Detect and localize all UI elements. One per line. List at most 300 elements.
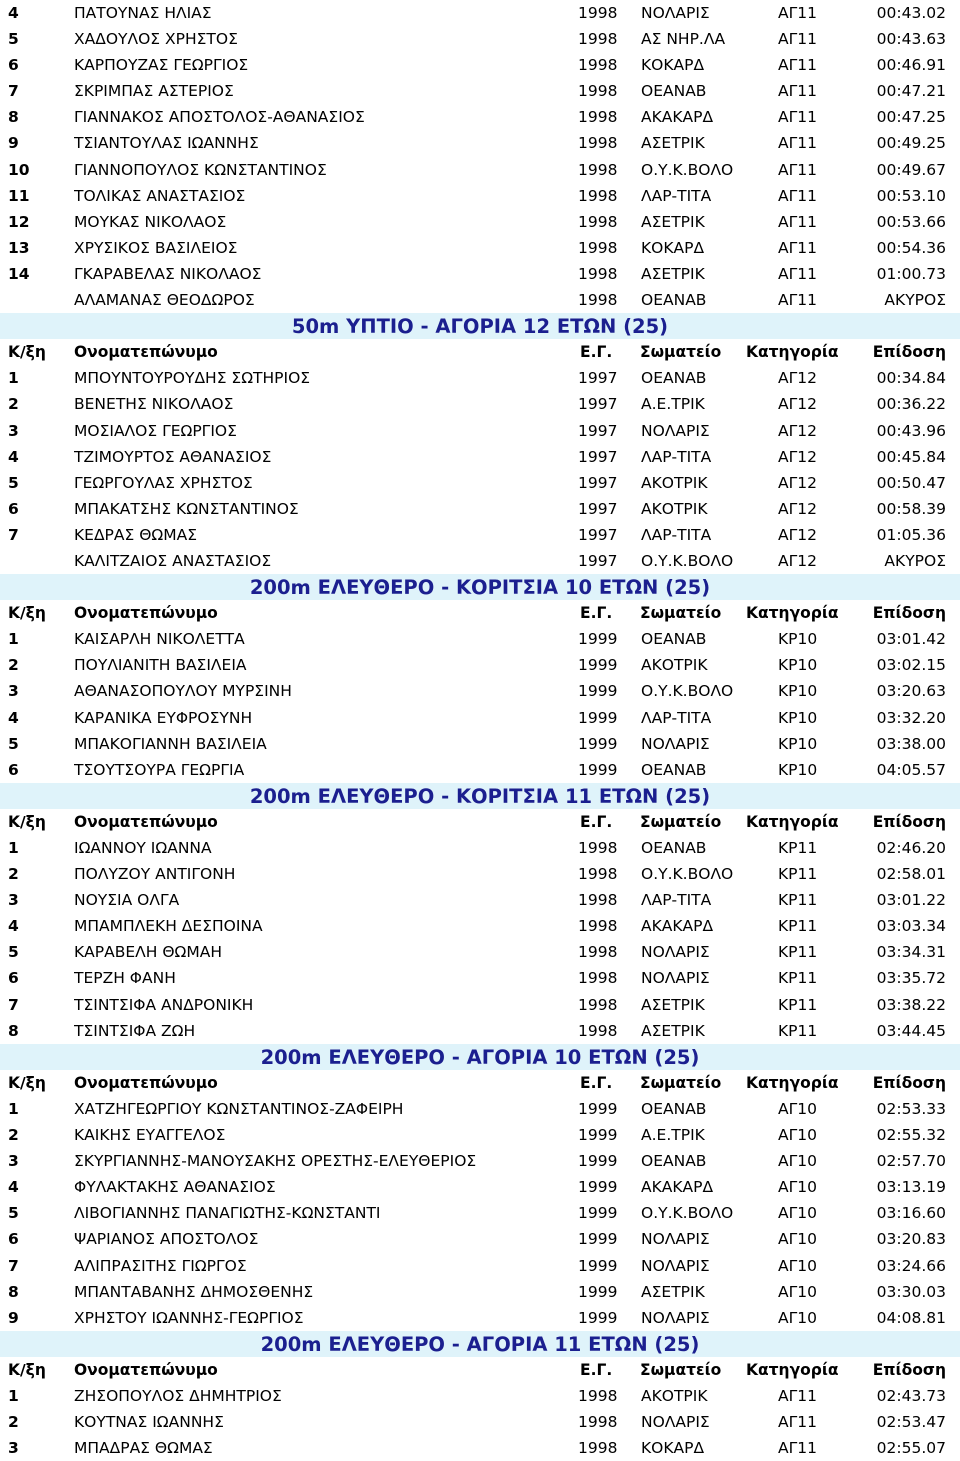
cell-time: 00:34.84 bbox=[876, 369, 946, 388]
cell-category: ΑΓ11 bbox=[778, 1386, 817, 1405]
column-header-row bbox=[0, 809, 960, 835]
cell-club: ΑΚΑΚΑΡΔ bbox=[641, 917, 714, 936]
column-header-category: Κατηγορία bbox=[746, 1360, 839, 1379]
result-row bbox=[0, 1305, 960, 1331]
cell-rank: 4 bbox=[8, 4, 19, 22]
cell-club: Α.Ε.ΤΡΙΚ bbox=[641, 395, 705, 414]
cell-time: 00:46.91 bbox=[876, 56, 946, 75]
cell-category: ΑΓ11 bbox=[778, 30, 817, 49]
cell-category: ΑΓ10 bbox=[778, 1126, 817, 1145]
cell-name: ΑΛΑΜΑΝΑΣ ΘΕΟΔΩΡΟΣ bbox=[74, 291, 255, 310]
cell-category: ΑΓ10 bbox=[778, 1256, 817, 1275]
cell-category: ΑΓ12 bbox=[778, 369, 817, 388]
cell-category: ΑΓ11 bbox=[778, 160, 817, 179]
cell-club: ΟΕΑΝΑΒ bbox=[641, 839, 707, 857]
cell-year: 1999 bbox=[578, 1230, 618, 1249]
cell-category: ΑΓ10 bbox=[778, 1308, 817, 1327]
cell-time: 00:36.22 bbox=[876, 395, 946, 414]
cell-time: 00:49.67 bbox=[876, 160, 946, 179]
cell-time: 02:57.70 bbox=[876, 1152, 946, 1171]
column-header-rank: Κ/ξη bbox=[8, 1360, 46, 1379]
cell-name: ΤΣΟΥΤΣΟΥΡΑ ΓΕΩΡΓΙΑ bbox=[74, 760, 245, 779]
cell-name: ΑΛΙΠΡΑΣΙΤΗΣ ΓΙΩΡΓΟΣ bbox=[74, 1256, 247, 1275]
cell-time: 02:55.32 bbox=[876, 1126, 946, 1145]
cell-category: ΑΓ11 bbox=[778, 108, 817, 127]
cell-time: 00:43.96 bbox=[876, 421, 946, 440]
cell-category: ΑΓ11 bbox=[778, 212, 817, 231]
cell-rank: 2 bbox=[8, 1126, 19, 1145]
cell-name: ΜΠΟΥΝΤΟΥΡΟΥΔΗΣ ΣΩΤΗΡΙΟΣ bbox=[74, 369, 311, 388]
result-row bbox=[0, 1096, 960, 1122]
cell-year: 1998 bbox=[578, 917, 618, 936]
result-row bbox=[0, 78, 960, 104]
event-section bbox=[0, 783, 960, 1044]
result-row bbox=[0, 1279, 960, 1305]
column-header-year: Ε.Γ. bbox=[580, 1073, 613, 1092]
cell-time: 02:43.73 bbox=[876, 1386, 946, 1405]
result-row bbox=[0, 1148, 960, 1174]
cell-club: ΑΚΑΚΑΡΔ bbox=[641, 108, 714, 127]
cell-category: ΚΡ11 bbox=[778, 1021, 818, 1040]
result-row bbox=[0, 1253, 960, 1279]
cell-category: ΚΡ11 bbox=[778, 891, 818, 910]
cell-time: 03:20.63 bbox=[876, 682, 946, 701]
cell-year: 1998 bbox=[578, 839, 618, 857]
cell-year: 1997 bbox=[578, 551, 618, 570]
cell-rank: 5 bbox=[8, 473, 19, 492]
cell-rank: 3 bbox=[8, 421, 19, 440]
cell-year: 1999 bbox=[578, 630, 618, 649]
cell-year: 1998 bbox=[578, 1021, 618, 1040]
cell-year: 1998 bbox=[578, 865, 618, 884]
cell-time: 03:01.42 bbox=[876, 630, 946, 649]
cell-time: 00:45.84 bbox=[876, 447, 946, 466]
cell-year: 1999 bbox=[578, 1204, 618, 1223]
cell-rank: 9 bbox=[8, 134, 19, 153]
cell-category: ΚΡ10 bbox=[778, 630, 818, 649]
cell-time: ΑΚΥΡΟΣ bbox=[884, 291, 946, 310]
cell-name: ΚΑΡΠΟΥΖΑΣ ΓΕΩΡΓΙΟΣ bbox=[74, 56, 249, 75]
cell-time: 03:03.34 bbox=[876, 917, 946, 936]
cell-club: ΛΑΡ-ΤΙΤΑ bbox=[641, 447, 712, 466]
cell-time: 03:01.22 bbox=[876, 891, 946, 910]
cell-club: ΑΚΟΤΡΙΚ bbox=[641, 499, 708, 518]
result-row bbox=[0, 1383, 960, 1409]
cell-year: 1999 bbox=[578, 708, 618, 727]
cell-rank: 13 bbox=[8, 238, 30, 257]
cell-club: ΝΟΛΑΡΙΣ bbox=[641, 1256, 710, 1275]
cell-year: 1998 bbox=[578, 82, 618, 101]
cell-year: 1999 bbox=[578, 656, 618, 675]
cell-rank: 10 bbox=[8, 160, 30, 179]
result-row bbox=[0, 522, 960, 548]
cell-rank: 2 bbox=[8, 395, 19, 414]
column-header-category: Κατηγορία bbox=[746, 812, 839, 831]
cell-rank: 12 bbox=[8, 212, 30, 231]
cell-category: ΑΓ11 bbox=[778, 4, 817, 22]
cell-time: 03:20.83 bbox=[876, 1230, 946, 1249]
event-title: 200m ΕΛΕΥΘΕΡΟ - ΑΓΟΡΙΑ 11 ΕΤΩΝ (25) bbox=[0, 1331, 960, 1357]
cell-club: Ο.Υ.Κ.ΒΟΛΟ bbox=[641, 865, 734, 884]
cell-rank: 7 bbox=[8, 525, 19, 544]
result-row bbox=[0, 130, 960, 156]
result-row bbox=[0, 939, 960, 965]
cell-rank: 1 bbox=[8, 369, 19, 388]
column-header-time: Επίδοση bbox=[872, 1073, 946, 1092]
cell-name: ΜΟΣΙΑΛΟΣ ΓΕΩΡΓΙΟΣ bbox=[74, 421, 237, 440]
cell-time: 03:30.03 bbox=[876, 1282, 946, 1301]
cell-name: ΜΠΑΜΠΛΕΚΗ ΔΕΣΠΟΙΝΑ bbox=[74, 917, 263, 936]
event-section bbox=[0, 1044, 960, 1331]
result-row bbox=[0, 1122, 960, 1148]
column-header-category: Κατηγορία bbox=[746, 343, 839, 362]
cell-time: 03:35.72 bbox=[876, 969, 946, 988]
cell-year: 1997 bbox=[578, 369, 618, 388]
cell-year: 1998 bbox=[578, 160, 618, 179]
cell-rank: 1 bbox=[8, 839, 19, 857]
cell-club: ΝΟΛΑΡΙΣ bbox=[641, 421, 710, 440]
result-row bbox=[0, 1200, 960, 1226]
cell-name: ΧΡΥΣΙΚΟΣ ΒΑΣΙΛΕΙΟΣ bbox=[74, 238, 238, 257]
cell-name: ΝΟΥΣΙΑ ΟΛΓΑ bbox=[74, 891, 180, 910]
cell-category: ΚΡ10 bbox=[778, 682, 818, 701]
cell-club: Ο.Υ.Κ.ΒΟΛΟ bbox=[641, 551, 734, 570]
column-header-time: Επίδοση bbox=[872, 343, 946, 362]
cell-category: ΑΓ11 bbox=[778, 291, 817, 310]
column-header-row bbox=[0, 1357, 960, 1383]
cell-year: 1998 bbox=[578, 969, 618, 988]
cell-category: ΚΡ11 bbox=[778, 865, 818, 884]
cell-rank: 5 bbox=[8, 943, 19, 962]
cell-category: ΑΓ12 bbox=[778, 395, 817, 414]
column-header-year: Ε.Γ. bbox=[580, 343, 613, 362]
cell-time: 03:16.60 bbox=[876, 1204, 946, 1223]
cell-category: ΑΓ12 bbox=[778, 499, 817, 518]
column-header-time: Επίδοση bbox=[872, 1360, 946, 1379]
cell-time: 04:08.81 bbox=[876, 1308, 946, 1327]
result-row bbox=[0, 992, 960, 1018]
cell-year: 1998 bbox=[578, 1386, 618, 1405]
cell-year: 1997 bbox=[578, 499, 618, 518]
cell-club: Ο.Υ.Κ.ΒΟΛΟ bbox=[641, 1204, 734, 1223]
cell-year: 1998 bbox=[578, 264, 618, 283]
cell-year: 1999 bbox=[578, 1308, 618, 1327]
cell-category: ΑΓ11 bbox=[778, 56, 817, 75]
result-row bbox=[0, 887, 960, 913]
cell-club: Α.Ε.ΤΡΙΚ bbox=[641, 1126, 705, 1145]
cell-year: 1998 bbox=[578, 943, 618, 962]
cell-club: ΑΣΕΤΡΙΚ bbox=[641, 1282, 705, 1301]
cell-club: ΑΚΑΚΑΡΔ bbox=[641, 1178, 714, 1197]
cell-name: ΓΕΩΡΓΟΥΛΑΣ ΧΡΗΣΤΟΣ bbox=[74, 473, 253, 492]
result-row bbox=[0, 391, 960, 417]
cell-club: ΑΣΕΤΡΙΚ bbox=[641, 212, 705, 231]
cell-name: ΤΕΡΖΗ ΦΑΝΗ bbox=[74, 969, 176, 988]
cell-name: ΧΡΗΣΤΟΥ ΙΩΑΝΝΗΣ-ΓΕΩΡΓΙΟΣ bbox=[74, 1308, 304, 1327]
cell-club: ΟΕΑΝΑΒ bbox=[641, 630, 707, 649]
cell-name: ΠΟΥΛΙΑΝΙΤΗ ΒΑΣΙΛΕΙΑ bbox=[74, 656, 247, 675]
cell-name: ΧΑΤΖΗΓΕΩΡΓΙΟΥ ΚΩΝΣΤΑΝΤΙΝΟΣ-ΖΑΦΕΙΡΗ bbox=[74, 1099, 404, 1118]
cell-club: ΑΣΕΤΡΙΚ bbox=[641, 1021, 705, 1040]
cell-time: 00:49.25 bbox=[876, 134, 946, 153]
cell-year: 1998 bbox=[578, 291, 618, 310]
cell-name: ΒΕΝΕΤΗΣ ΝΙΚΟΛΑΟΣ bbox=[74, 395, 234, 414]
cell-name: ΓΚΑΡΑΒΕΛΑΣ ΝΙΚΟΛΑΟΣ bbox=[74, 264, 262, 283]
cell-rank: 6 bbox=[8, 56, 19, 75]
cell-time: 02:58.01 bbox=[876, 865, 946, 884]
cell-club: ΝΟΛΑΡΙΣ bbox=[641, 734, 710, 753]
column-header-club: Σωματείο bbox=[640, 1360, 722, 1379]
cell-rank: 4 bbox=[8, 917, 19, 936]
cell-time: 00:53.10 bbox=[876, 186, 946, 205]
cell-club: ΝΟΛΑΡΙΣ bbox=[641, 4, 710, 22]
column-header-row bbox=[0, 339, 960, 365]
cell-category: ΑΓ11 bbox=[778, 1413, 817, 1432]
cell-time: 00:58.39 bbox=[876, 499, 946, 518]
cell-time: 03:38.00 bbox=[876, 734, 946, 753]
cell-category: ΑΓ11 bbox=[778, 134, 817, 153]
result-row bbox=[0, 861, 960, 887]
cell-category: ΑΓ12 bbox=[778, 473, 817, 492]
cell-name: ΚΟΥΤΝΑΣ ΙΩΑΝΝΗΣ bbox=[74, 1413, 224, 1432]
event-title: 200m ΕΛΕΥΘΕΡΟ - ΚΟΡΙΤΣΙΑ 10 ΕΤΩΝ (25) bbox=[0, 574, 960, 600]
cell-name: ΠΑΤΟΥΝΑΣ ΗΛΙΑΣ bbox=[74, 4, 212, 22]
event-section bbox=[0, 313, 960, 574]
cell-name: ΚΑΛΙΤΖΑΙΟΣ ΑΝΑΣΤΑΣΙΟΣ bbox=[74, 551, 272, 570]
cell-category: ΑΓ10 bbox=[778, 1099, 817, 1118]
cell-time: 02:53.47 bbox=[876, 1413, 946, 1432]
cell-year: 1998 bbox=[578, 212, 618, 231]
cell-year: 1998 bbox=[578, 186, 618, 205]
cell-category: ΚΡ10 bbox=[778, 656, 818, 675]
cell-club: ΑΣΕΤΡΙΚ bbox=[641, 995, 705, 1014]
cell-rank: 9 bbox=[8, 1308, 19, 1327]
cell-rank: 4 bbox=[8, 1178, 19, 1197]
cell-rank: 1 bbox=[8, 1386, 19, 1405]
cell-time: 01:00.73 bbox=[876, 264, 946, 283]
cell-club: ΑΣΕΤΡΙΚ bbox=[641, 134, 705, 153]
cell-year: 1997 bbox=[578, 421, 618, 440]
cell-year: 1999 bbox=[578, 1256, 618, 1275]
cell-club: ΑΣΕΤΡΙΚ bbox=[641, 264, 705, 283]
cell-name: ΚΑΙΣΑΡΛΗ ΝΙΚΟΛΕΤΤΑ bbox=[74, 630, 245, 649]
result-row bbox=[0, 183, 960, 209]
result-row bbox=[0, 652, 960, 678]
cell-category: ΑΓ10 bbox=[778, 1282, 817, 1301]
cell-rank: 7 bbox=[8, 82, 19, 101]
cell-category: ΑΓ10 bbox=[778, 1204, 817, 1223]
cell-name: ΜΟΥΚΑΣ ΝΙΚΟΛΑΟΣ bbox=[74, 212, 227, 231]
result-row bbox=[0, 835, 960, 861]
cell-time: 03:38.22 bbox=[876, 995, 946, 1014]
cell-name: ΙΩΑΝΝΟΥ ΙΩΑΝΝΑ bbox=[74, 839, 212, 857]
cell-club: ΟΕΑΝΑΒ bbox=[641, 1152, 707, 1171]
cell-name: ΜΠΑΚΑΤΣΗΣ ΚΩΝΣΤΑΝΤΙΝΟΣ bbox=[74, 499, 299, 518]
column-header-name: Ονοματεπώνυμο bbox=[74, 1073, 218, 1092]
result-row bbox=[0, 1174, 960, 1200]
cell-year: 1997 bbox=[578, 395, 618, 414]
cell-time: 00:54.36 bbox=[876, 238, 946, 257]
cell-rank: 5 bbox=[8, 30, 19, 49]
cell-rank: 6 bbox=[8, 760, 19, 779]
cell-club: ΝΟΛΑΡΙΣ bbox=[641, 1230, 710, 1249]
cell-time: 00:47.21 bbox=[876, 82, 946, 101]
result-row bbox=[0, 418, 960, 444]
column-header-club: Σωματείο bbox=[640, 604, 722, 623]
cell-year: 1997 bbox=[578, 447, 618, 466]
cell-name: ΣΚΡΙΜΠΑΣ ΑΣΤΕΡΙΟΣ bbox=[74, 82, 234, 101]
cell-name: ΤΣΙΝΤΣΙΦΑ ΖΩΗ bbox=[74, 1021, 196, 1040]
cell-category: ΚΡ11 bbox=[778, 839, 818, 857]
cell-club: ΛΑΡ-ΤΙΤΑ bbox=[641, 891, 712, 910]
cell-rank: 8 bbox=[8, 1021, 19, 1040]
cell-category: ΑΓ11 bbox=[778, 264, 817, 283]
result-row bbox=[0, 470, 960, 496]
cell-category: ΑΓ12 bbox=[778, 421, 817, 440]
cell-club: ΛΑΡ-ΤΙΤΑ bbox=[641, 708, 712, 727]
cell-rank: 11 bbox=[8, 186, 30, 205]
cell-category: ΑΓ10 bbox=[778, 1178, 817, 1197]
cell-name: ΣΚΥΡΓΙΑΝΝΗΣ-ΜΑΝΟΥΣΑΚΗΣ ΟΡΕΣΤΗΣ-ΕΛΕΥΘΕΡΙΟΣ bbox=[74, 1152, 477, 1171]
cell-name: ΨΑΡΙΑΝΟΣ ΑΠΟΣΤΟΛΟΣ bbox=[74, 1230, 259, 1249]
cell-club: ΚΟΚΑΡΔ bbox=[641, 56, 705, 75]
cell-name: ΦΥΛΑΚΤΑΚΗΣ ΑΘΑΝΑΣΙΟΣ bbox=[74, 1178, 276, 1197]
cell-club: ΚΟΚΑΡΔ bbox=[641, 1439, 705, 1458]
cell-rank: 2 bbox=[8, 656, 19, 675]
cell-time: 03:32.20 bbox=[876, 708, 946, 727]
cell-name: ΓΙΑΝΝΟΠΟΥΛΟΣ ΚΩΝΣΤΑΝΤΙΝΟΣ bbox=[74, 160, 327, 179]
result-row bbox=[0, 626, 960, 652]
cell-time: 02:55.07 bbox=[876, 1439, 946, 1458]
results-section bbox=[0, 0, 960, 313]
event-title: 200m ΕΛΕΥΘΕΡΟ - ΑΓΟΡΙΑ 10 ΕΤΩΝ (25) bbox=[0, 1044, 960, 1070]
cell-rank: 3 bbox=[8, 891, 19, 910]
cell-year: 1999 bbox=[578, 1152, 618, 1171]
result-row bbox=[0, 1226, 960, 1252]
cell-rank: 6 bbox=[8, 969, 19, 988]
result-row bbox=[0, 0, 960, 26]
result-row bbox=[0, 261, 960, 287]
cell-rank: 4 bbox=[8, 447, 19, 466]
column-header-club: Σωματείο bbox=[640, 812, 722, 831]
result-row bbox=[0, 209, 960, 235]
cell-category: ΑΓ12 bbox=[778, 551, 817, 570]
cell-club: ΟΕΑΝΑΒ bbox=[641, 760, 707, 779]
cell-name: ΖΗΣΟΠΟΥΛΟΣ ΔΗΜΗΤΡΙΟΣ bbox=[74, 1386, 282, 1405]
result-row bbox=[0, 731, 960, 757]
cell-club: ΚΟΚΑΡΔ bbox=[641, 238, 705, 257]
cell-time: 02:53.33 bbox=[876, 1099, 946, 1118]
cell-rank: 4 bbox=[8, 708, 19, 727]
cell-name: ΛΙΒΟΓΙΑΝΝΗΣ ΠΑΝΑΓΙΩΤΗΣ-ΚΩΝΣΤΑΝΤΙ bbox=[74, 1204, 381, 1223]
cell-year: 1998 bbox=[578, 56, 618, 75]
cell-category: ΚΡ10 bbox=[778, 760, 818, 779]
cell-rank: 14 bbox=[8, 264, 30, 283]
cell-time: 02:46.20 bbox=[876, 839, 946, 857]
cell-club: ΑΣ ΝΗΡ.ΛΑ bbox=[641, 30, 726, 49]
cell-name: ΧΑΔΟΥΛΟΣ ΧΡΗΣΤΟΣ bbox=[74, 30, 238, 49]
cell-club: ΝΟΛΑΡΙΣ bbox=[641, 1308, 710, 1327]
cell-time: ΑΚΥΡΟΣ bbox=[884, 551, 946, 570]
result-row bbox=[0, 496, 960, 522]
cell-category: ΚΡ11 bbox=[778, 917, 818, 936]
column-header-name: Ονοματεπώνυμο bbox=[74, 604, 218, 623]
cell-category: ΚΡ11 bbox=[778, 943, 818, 962]
cell-club: ΑΚΟΤΡΙΚ bbox=[641, 1386, 708, 1405]
cell-rank: 2 bbox=[8, 1413, 19, 1432]
result-row bbox=[0, 157, 960, 183]
cell-club: Ο.Υ.Κ.ΒΟΛΟ bbox=[641, 682, 734, 701]
cell-club: ΛΑΡ-ΤΙΤΑ bbox=[641, 525, 712, 544]
result-row bbox=[0, 705, 960, 731]
cell-rank: 3 bbox=[8, 1439, 19, 1458]
cell-category: ΑΓ12 bbox=[778, 525, 817, 544]
cell-name: ΜΠΑΝΤΑΒΑΝΗΣ ΔΗΜΟΣΘΕΝΗΣ bbox=[74, 1282, 314, 1301]
cell-name: ΑΘΑΝΑΣΟΠΟΥΛΟΥ ΜΥΡΣΙΝΗ bbox=[74, 682, 292, 701]
column-header-row bbox=[0, 600, 960, 626]
result-row bbox=[0, 444, 960, 470]
cell-name: ΠΟΛΥΖΟΥ ΑΝΤΙΓΟΝΗ bbox=[74, 865, 236, 884]
cell-year: 1998 bbox=[578, 995, 618, 1014]
column-header-club: Σωματείο bbox=[640, 1073, 722, 1092]
cell-club: ΑΚΟΤΡΙΚ bbox=[641, 656, 708, 675]
cell-rank: 7 bbox=[8, 1256, 19, 1275]
cell-rank: 5 bbox=[8, 1204, 19, 1223]
result-row bbox=[0, 678, 960, 704]
cell-category: ΚΡ10 bbox=[778, 734, 818, 753]
result-row bbox=[0, 548, 960, 574]
cell-rank: 5 bbox=[8, 734, 19, 753]
cell-category: ΑΓ10 bbox=[778, 1230, 817, 1249]
result-row bbox=[0, 1435, 960, 1461]
column-header-rank: Κ/ξη bbox=[8, 812, 46, 831]
cell-rank: 3 bbox=[8, 682, 19, 701]
cell-time: 03:13.19 bbox=[876, 1178, 946, 1197]
cell-year: 1998 bbox=[578, 108, 618, 127]
column-header-rank: Κ/ξη bbox=[8, 604, 46, 623]
cell-rank: 2 bbox=[8, 865, 19, 884]
cell-year: 1999 bbox=[578, 760, 618, 779]
cell-name: ΚΑΙΚΗΣ ΕΥΑΓΓΕΛΟΣ bbox=[74, 1126, 226, 1145]
cell-rank: 1 bbox=[8, 630, 19, 649]
column-header-name: Ονοματεπώνυμο bbox=[74, 812, 218, 831]
cell-category: ΑΓ10 bbox=[778, 1152, 817, 1171]
cell-category: ΑΓ12 bbox=[778, 447, 817, 466]
cell-year: 1999 bbox=[578, 1178, 618, 1197]
cell-category: ΚΡ11 bbox=[778, 969, 818, 988]
cell-name: ΤΣΙΑΝΤΟΥΛΑΣ ΙΩΑΝΝΗΣ bbox=[74, 134, 259, 153]
result-row bbox=[0, 52, 960, 78]
cell-category: ΑΓ11 bbox=[778, 238, 817, 257]
cell-rank: 8 bbox=[8, 108, 19, 127]
column-header-row bbox=[0, 1070, 960, 1096]
cell-club: ΑΚΟΤΡΙΚ bbox=[641, 473, 708, 492]
cell-year: 1998 bbox=[578, 1439, 618, 1458]
column-header-rank: Κ/ξη bbox=[8, 343, 46, 362]
cell-time: 03:02.15 bbox=[876, 656, 946, 675]
column-header-year: Ε.Γ. bbox=[580, 1360, 613, 1379]
result-row bbox=[0, 26, 960, 52]
column-header-rank: Κ/ξη bbox=[8, 1073, 46, 1092]
cell-year: 1998 bbox=[578, 30, 618, 49]
column-header-club: Σωματείο bbox=[640, 343, 722, 362]
cell-year: 1999 bbox=[578, 682, 618, 701]
cell-club: ΛΑΡ-ΤΙΤΑ bbox=[641, 186, 712, 205]
result-row bbox=[0, 965, 960, 991]
result-row bbox=[0, 913, 960, 939]
cell-time: 04:05.57 bbox=[876, 760, 946, 779]
cell-rank: 3 bbox=[8, 1152, 19, 1171]
